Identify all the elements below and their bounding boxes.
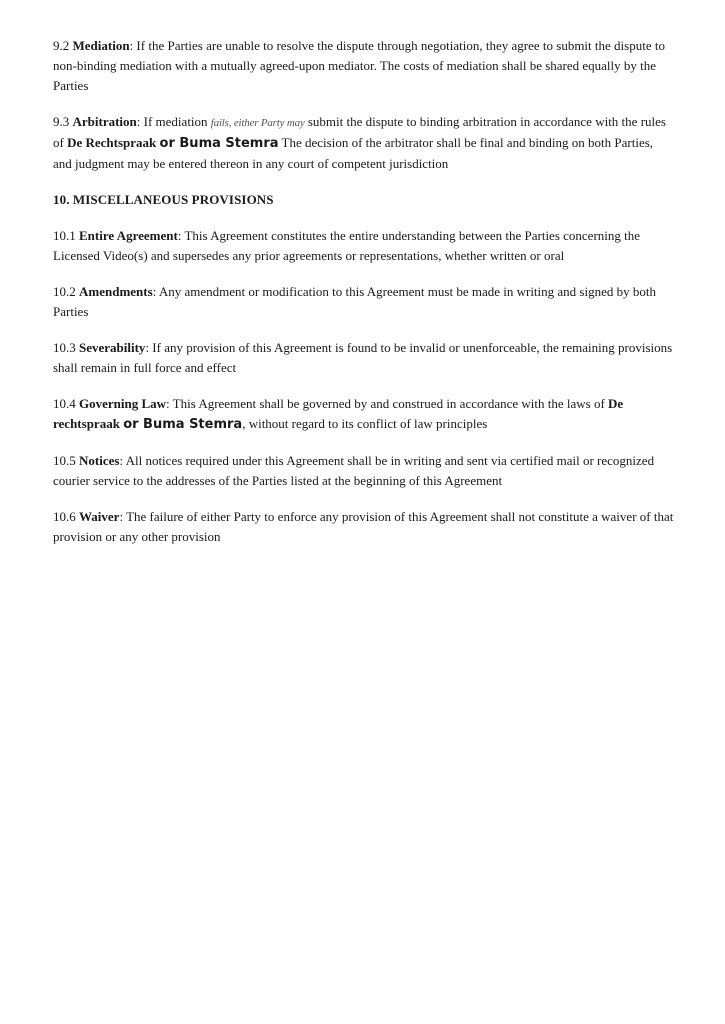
organization-name-alt: or Buma Stemra [159,136,279,151]
clause-term: Amendments [79,284,153,299]
clause-text: : The failure of either Party to enforce any provision of this Agreement shall not constitute a waiver of that provision or any other provision [53,509,674,544]
clause-term: Waiver [79,509,120,524]
clause-text: : If the Parties are unable to resolve the dispute through negotiation, they agree to submit the dispute to non-binding mediation with a mutually agreed-upon mediator. The costs of mediation shall be shared equally by the Parties [53,38,665,93]
clause-term: Severability [79,340,146,355]
organization-name: De Rechtspraak [67,135,157,150]
clause-10-6 [53,507,675,547]
clause-number: 10.2 [53,284,76,299]
clause-10-4 [53,394,675,435]
clause-term: Entire Agreement [79,228,178,243]
clause-term: Arbitration [72,114,137,129]
clause-text-faded: fails, either Party may [210,117,305,129]
clause-term: Governing Law [79,396,167,411]
clause-9-3 [53,112,675,174]
clause-text: : This Agreement constitutes the entire understanding between the Parties concerning the Licensed Video(s) and supersedes any prior agreements or representations, whether written or oral [53,228,641,263]
clause-text: The decision of the arbitrator shall be final and binding on both Parties, and judgment may be entered thereon in any court of competent jurisdiction [53,135,654,171]
clause-number: 10.3 [53,340,76,355]
clause-term: Mediation [72,38,130,53]
clause-9-2 [53,36,675,96]
clause-text: : All notices required under this Agreement shall be in writing and sent via certified mail or recognized courier service to the addresses of the Parties listed at the beginning of this Agreement [53,453,655,488]
clause-text: : If any provision of this Agreement is found to be invalid or unenforceable, the remaining provisions shall remain in full force and effect [53,340,673,375]
clause-number: 10.6 [53,509,76,524]
clause-number: 10.4 [53,396,76,411]
clause-10-2 [53,282,675,322]
section-heading-10: 10. MISCELLANEOUS PROVISIONS [53,192,274,207]
clause-10-5 [53,451,675,491]
organization-name-alt: or Buma Stemra [123,417,243,432]
clause-number: 9.2 [53,38,70,53]
clause-number: 10.1 [53,228,76,243]
document-page [53,36,675,563]
clause-text: : If mediation [136,114,208,129]
clause-text: submit the dispute to binding arbitration in accordance with the rules of [53,114,666,150]
organization-name: De rechtspraak [53,396,624,431]
clause-10-1 [53,226,675,266]
clause-number: 10.5 [53,453,76,468]
clause-10-3 [53,338,675,378]
clause-number: 9.3 [53,114,70,129]
clause-term: Notices [79,453,120,468]
clause-text: : This Agreement shall be governed by and construed in accordance with the laws of [166,396,605,411]
clause-text: : Any amendment or modification to this Agreement must be made in writing and signed by both Parties [53,284,656,319]
clause-text: , without regard to its conflict of law principles [242,416,488,431]
